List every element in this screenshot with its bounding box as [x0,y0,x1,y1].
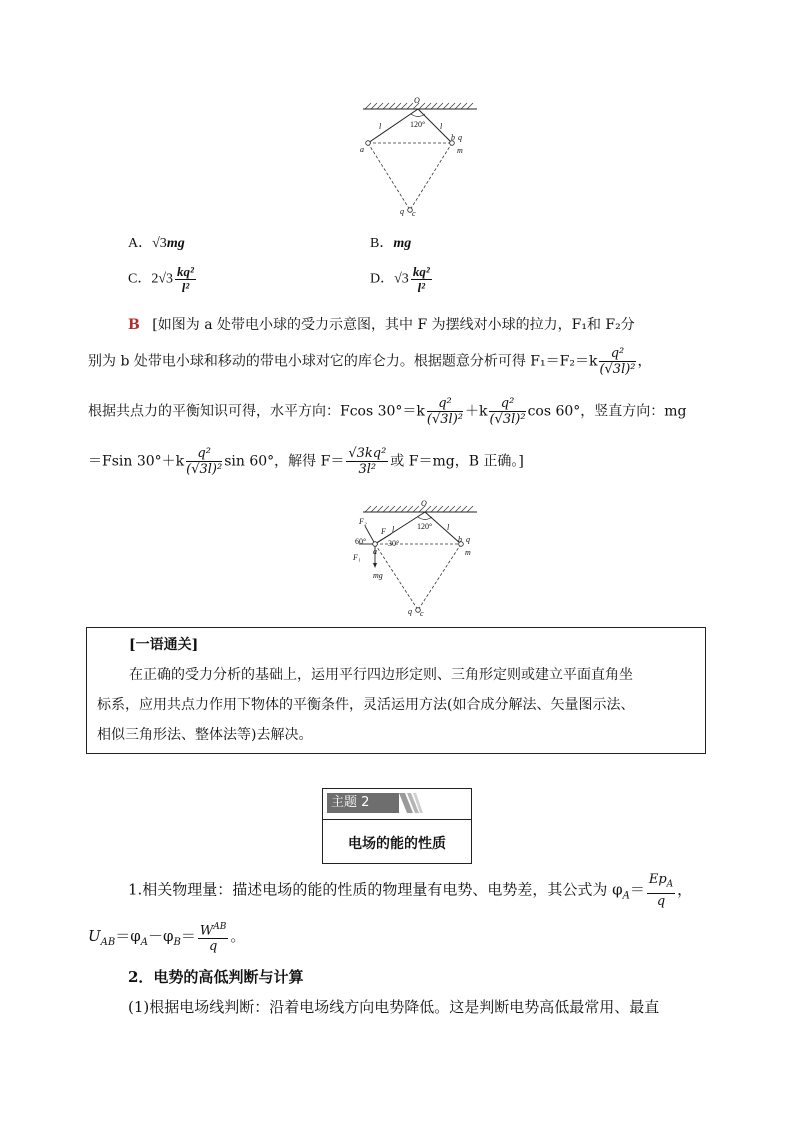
option-a-letter: A． [128,236,153,251]
section-eq-1: ＝ [629,880,645,899]
label-l1: l [392,525,395,534]
summary-box [86,627,706,754]
label-m: m [465,548,471,557]
label-60deg: 60° [355,537,367,546]
option-b-expr: mg [393,236,412,251]
stripe-decoration-icon [399,793,423,813]
figure-force-diagram [345,498,485,618]
option-c-letter: C． [128,271,152,287]
section-phi-b-sub: B [173,937,181,949]
section-W: W [199,923,214,939]
section-phi-a: ＝φ [115,927,141,946]
label-q-b: q [458,133,462,142]
section-period: 。 [230,927,246,946]
option-a-expr: mg [166,236,185,251]
answer-text-2: 别为 b 处带电小球和移动的带电小球对它的库仑力。根据题意分析可得 F₁＝F₂＝k [88,353,598,370]
option-b-letter: B． [370,236,394,251]
answer-l2-den: (√3l)² [599,362,636,377]
summary-line-3: 相似三角形法、整体法等)去解决。 [97,727,313,743]
section-text-1: 1.相关物理量：描述电场的能的性质的物理量有电势、电势差，其公式为 φ [128,880,623,899]
label-b: b [451,133,455,142]
section-heading-2: 2．电势的高低判断与计算 [128,968,304,986]
label-l-left: l [379,122,382,131]
topic-header [322,788,472,864]
label-O: O [414,96,420,105]
label-m: m [457,146,463,155]
answer-line-2: 别为 b 处带电小球和移动的带电小球对它的库仑力。根据题意分析可得 F₁＝F₂＝k $\frac{\text{q²}}{\text{(√3l)²}}$ ， [88,346,652,377]
section-W-sup: AB [213,922,227,932]
answer-l4-den1: (√3l)² [186,462,223,477]
option-c [128,264,198,295]
section-q-1: q [656,893,666,909]
answer-text-4a: ＝Fsin 30°＋k [88,453,185,470]
section-U-sub: AB [100,937,116,949]
label-a: a [360,145,364,154]
section-phi-b: －φ [147,927,174,946]
answer-l4-den2: 3l² [358,462,377,477]
answer-l3-den1: (√3l)² [426,412,463,427]
section-phi-a-sub: A [140,937,148,949]
topic-divider [323,819,471,820]
label-c: c [420,609,424,618]
option-d-den: l² [417,280,426,295]
answer-letter: B [128,317,140,333]
answer-l4-num1: q² [186,446,222,462]
label-c: c [412,209,416,218]
answer-line-4 [88,446,524,477]
label-F2: F₂ [359,517,367,526]
figure-pendulum-setup [355,95,485,220]
answer-text-4b: sin 60°，解得 F＝ [224,453,345,470]
option-a [128,232,185,252]
topic-tag: 主题 2 [327,793,399,813]
label-b: b [458,535,462,544]
label-F: F [381,527,386,536]
answer-l3-num1: q² [427,396,463,412]
section-line-2 [88,920,245,954]
label-q-c: q [400,207,404,216]
section-ep-sub: A [666,879,674,890]
section-ep: Ep [648,872,667,887]
label-l2: l [447,523,450,532]
answer-l3-den2: (√3l)² [489,412,526,427]
option-c-coef: 2√3 [151,271,174,287]
option-b [370,232,411,252]
label-angle: 120° [417,522,433,531]
answer-text-3a: 根据共点力的平衡知识可得，水平方向：Fcos 30°＝k [88,403,425,420]
label-F1: F₁ [353,553,361,562]
answer-text-1: [如图为 a 处带电小球的受力示意图，其中 F 为摆线对小球的拉力，F₁和 F₂分 [152,317,635,333]
answer-text-4c: 或 F＝mg，B 正确。] [390,453,524,470]
section-q-2: q [208,939,218,955]
label-angle: 120° [410,120,426,129]
label-O: O [421,499,427,508]
section-line-1: 1.相关物理量：描述电场的能的性质的物理量有电势、电势差，其公式为 $\varphi_A=$ $\frac{Ep_A}{q}$ ， [128,872,693,909]
topic-title: 电场的能的性质 [348,836,446,852]
answer-text-3b: ＋k [465,403,488,420]
option-c-den: l² [181,280,190,295]
section-line-3: (1)根据电场线判断：沿着电场线方向电势降低。这是判断电势高低最常用、最直 [128,998,660,1016]
section-U: U [88,927,101,946]
answer-l2-num: q² [599,346,635,362]
label-q-c: q [408,607,412,616]
option-c-num: kq² [177,264,194,279]
answer-line-3 [88,396,687,427]
answer-text-3c: cos 60°，竖直方向：mg [527,403,687,420]
summary-line-1: 在正确的受力分析的基础上，运用平行四边形定则、三角形定则或建立平面直角坐 [129,667,633,683]
option-d-letter: D． [370,271,395,287]
label-mg: mg [373,571,383,580]
label-l-right: l [440,122,443,131]
option-d-num: kq² [412,264,430,279]
answer-l4-num2: √3kq² [348,446,387,461]
label-a: a [373,547,377,556]
label-q-b: q [466,535,470,544]
section-phi-sub: A [622,890,630,902]
summary-line-2: 标系，应用共点力作用下物体的平衡条件，灵活运用方法(如合成分解法、矢量图示法、 [97,697,635,713]
label-30deg: 30° [388,539,400,548]
option-d-coef: √3 [394,271,409,287]
option-a-coef: √3 [152,236,167,251]
summary-title: [一语通关] [129,637,199,653]
section-eq-2: ＝ [180,927,196,946]
answer-l3-num2: q² [489,396,525,412]
answer-line-1 [128,314,635,334]
option-d [370,264,434,295]
